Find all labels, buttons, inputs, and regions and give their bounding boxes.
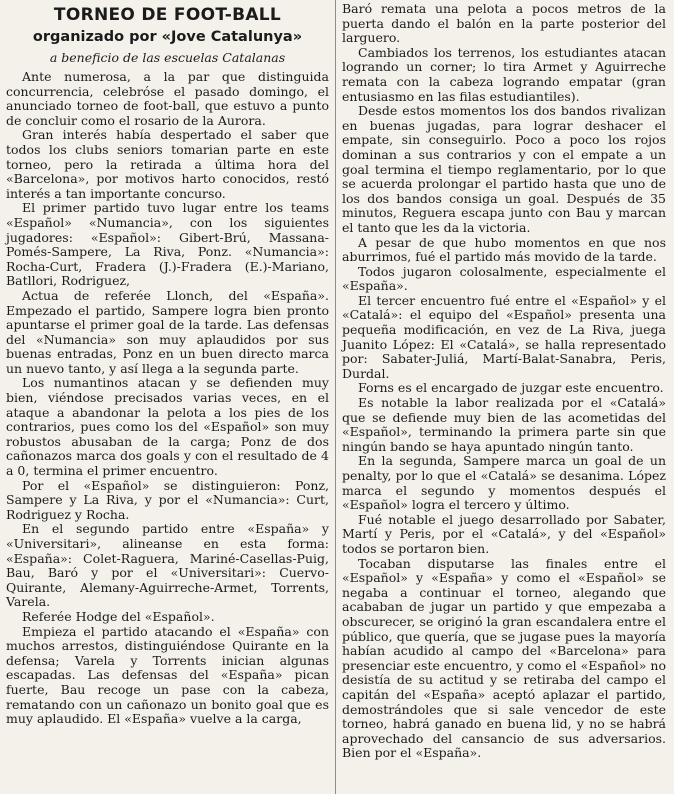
paragraph: Los numantinos atacan y se defienden muy bien, viéndose precisados varias veces, en el ataque a abandonar la pelota a los pies de los contrarios, pues como los del «Español» son muy robustos abusaban de la carga; Ponz de dos cañonazos marca dos goals y con el resultado de 4 a 0, termina el primer encuentro. [6, 375, 329, 479]
paragraph: Fué notable el juego desarrollado por Sabater, Martí y Peris, por el «Catalá», y del «Español» todos se portaron bien. [342, 511, 666, 556]
paragraph: El tercer encuentro fué entre el «Español» y el «Catalá»: el equipo del «Español» presenta una pequeña modificación, en vez de La Riva, juega Juanito López: El «Catalá», se halla representado por: Sabater-Juliá, Martí-Balat-Sanabra, Peris, Durdal. [342, 292, 666, 381]
article-subtitle: organizado por «Jove Catalunya» [32, 29, 303, 45]
article-kicker: a beneficio de las escuelas Catalanas [49, 50, 286, 65]
paragraph: Empieza el partido atacando el «España» con muchos arrestos, distinguiéndose Quirante en la defensa; Varela y Torrents inician algunas escapadas. Las defensas del «España» pican fuerte, Bau recoge un pase con la cabeza, rematando con un cañonazo un bonito goal que es muy aplaudido. El «España» vuelve a la carga, [6, 623, 329, 727]
paragraph: Desde estos momentos los dos bandos rivalizan en buenas jugadas, para lograr deshacer el empate, sin conseguirlo. Poco a poco los rojos dominan a sus contrarios y con el empate a un goal termina el tiempo reglamentario, por lo que se acuerda prolongar el partido hasta que uno de los dos bandos consiga un goal. Después de 35 minutos, Reguera escapa junto con Bau y marcan el tanto que les da la victoria. [342, 103, 666, 235]
paragraph: El primer partido tuvo lugar entre los teams «Español» «Numancia», con los siguientes jugadores: «Español»: Gibert-Brú, Massana-Pomés-Sampere, La Riva, Ponz. «Numancia»: Rocha-Curt, Fradera (J.)-Fradera (E.)-Mariano, Batllori, Rodriguez, [6, 200, 329, 289]
paragraph: Cambiados los terrenos, los estudiantes atacan logrando un corner; lo tira Armet y Aguirreche remata con la cabeza logrando empatar (gran entusiasmo en las filas estudiantiles). [342, 44, 666, 104]
paragraph: Todos jugaron colosalmente, especialmente el «España». [342, 263, 666, 294]
paragraph: Es notable la labor realizada por el «Catalá» que se defiende muy bien de las acometidas del «Español», terminando la primera parte sin que ningún bando se haya apuntado ningún tanto. [342, 395, 666, 454]
paragraph: Gran interés había despertado el saber que todos los clubs seniors tomarian parte en este torneo, pero la retirada a última hora del «Barcelona», por motivos harto conocidos, restó interés a tan importante concurso. [6, 127, 329, 201]
paragraph: Referée Hodge del «Español». [22, 608, 215, 624]
paragraph: A pesar de que hubo momentos en que nos aburrimos, fué el partido más movido de la tarde. [342, 234, 666, 265]
paragraph: En la segunda, Sampere marca un goal de un penalty, por lo que el «Catalá» se desanima. López marca el segundo y momentos después el «Español» logra el tercero y último. [342, 453, 666, 513]
paragraph: Forns es el encargado de juzgar este encuentro. [358, 380, 664, 396]
paragraph: Por el «Español» se distinguieron: Ponz, Sampere y La Riva, y por el «Numancia»: Curt, Rodriguez y Rocha. [6, 477, 329, 522]
paragraph: Actua de referée Llonch, del «España». Empezado el partido, Sampere logra bien pronto apuntarse el primer goal de la tarde. Las defensas del «Numancia» son muy aplaudidos por sus buenas entradas, Ponz en un buen directo marca un nuevo tanto, y así llega a la segunda parte. [6, 287, 329, 376]
paragraph: Baró remata una pelota a pocos metros de la puerta dando el balón en la parte posterior del larguero. [342, 1, 666, 46]
article-title: TORNEO DE FOOT-BALL [53, 5, 282, 25]
paragraph: En el segundo partido entre «España» y «Universitari», alineanse en esta forma: «España»: Colet-Raguera, Mariné-Casellas-Puig, Bau, Baró y por el «Universitari»: Cuervo-Quirante, Alemany-Aguirreche-Armet, Torrents, Varela. [6, 521, 329, 610]
left-column [6, 4, 329, 727]
right-column [342, 2, 666, 761]
column-divider [335, 0, 336, 794]
paragraph: Ante numerosa, a la par que distinguida concurrencia, celebróse el pasado domingo, el anunciado torneo de foot-ball, que estuvo a punto de concluir como el rosario de la Aurora. [6, 69, 329, 128]
paragraph: Tocaban disputarse las finales entre el «Español» y «España» y como el «Español» se negaba a continuar el torneo, alegando que acababan de jugar un partido y que empezaba a obscurecer, se originó la gran escandalera entre el público, que quería, que se jugase pues la mayoría habían acudido al campo del «Barcelona» para presenciar este encuentro, y como el «Español» no desistía de su actitud y se retiraba del campo el capitán del «España» aceptó aplazar el partido, demostrándoles que si sale vencedor de este torneo, habrá ganado en buena lid, y no se habrá aprovechado del cansancio de sus adversarios. Bien por el «España». [342, 555, 666, 761]
